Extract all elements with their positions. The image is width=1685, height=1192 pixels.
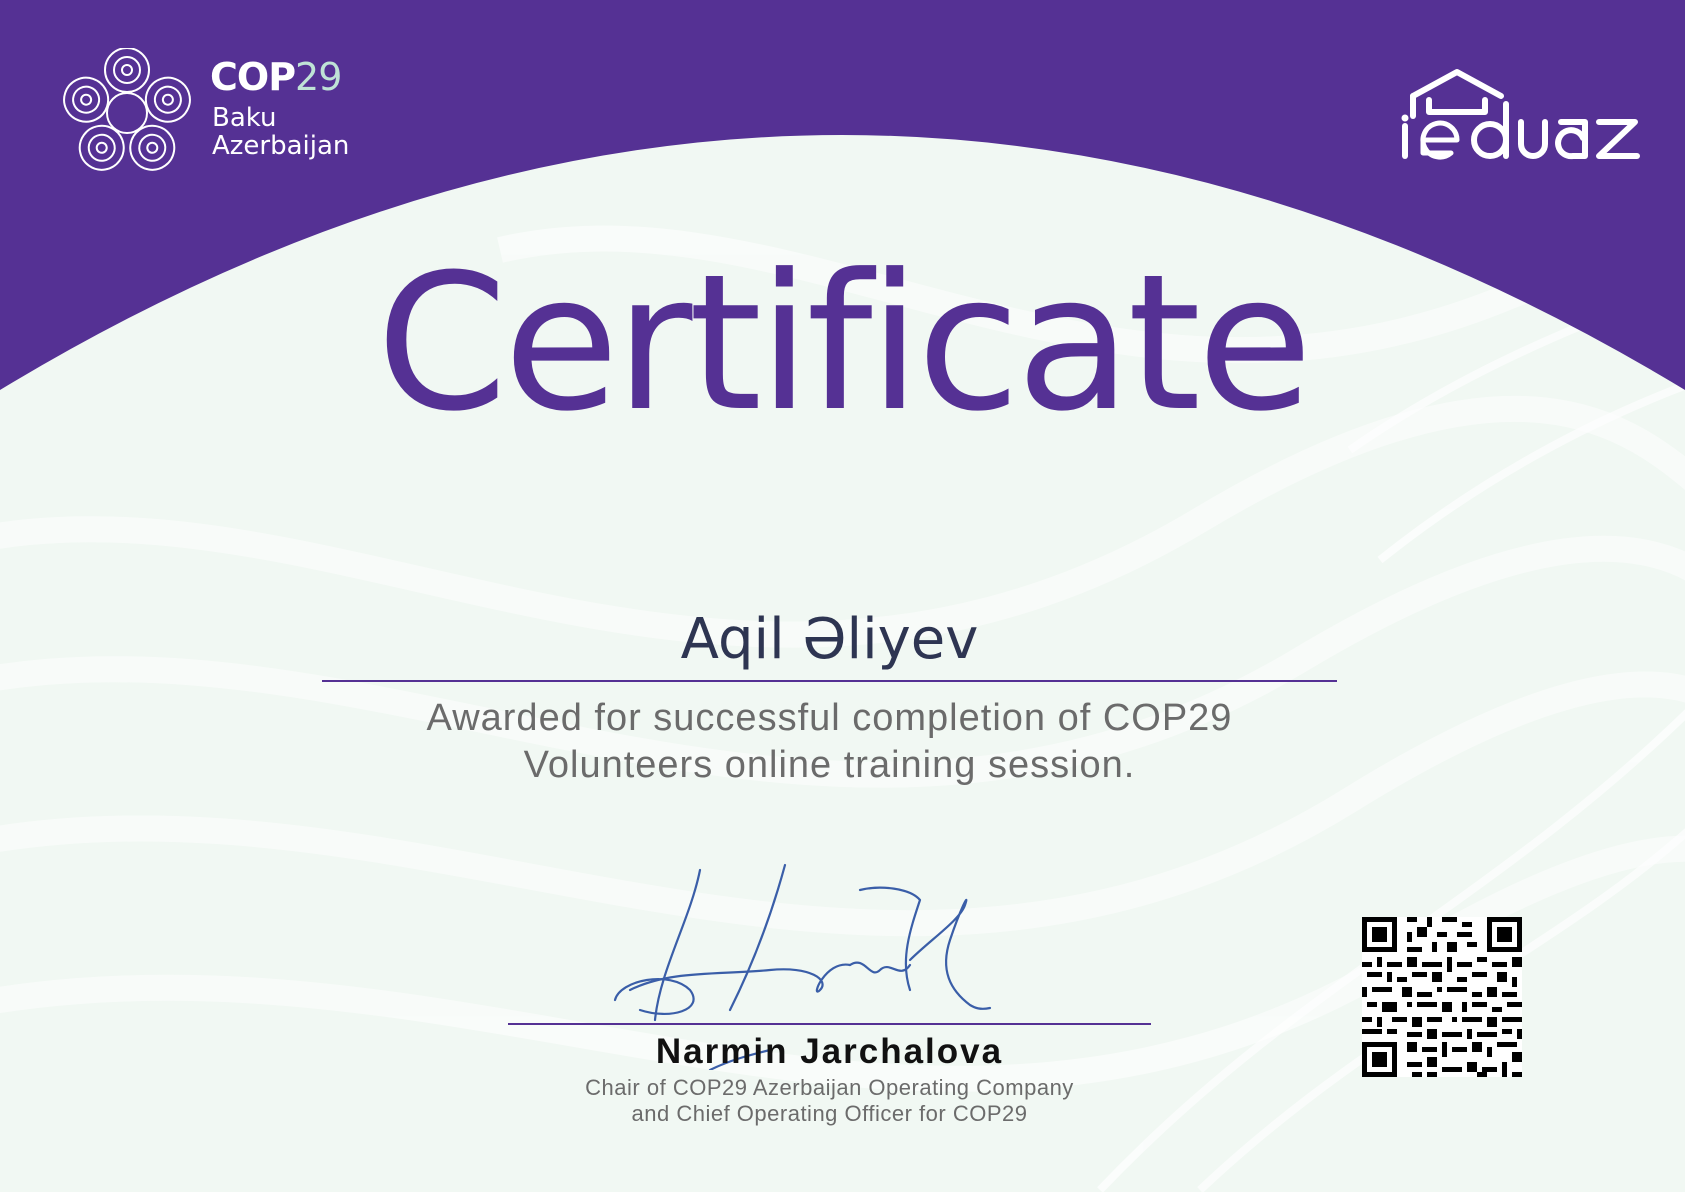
recipient-underline (322, 680, 1337, 682)
cop29-wordmark: COP29 (210, 55, 342, 99)
cop29-flower-icon (62, 48, 192, 178)
award-description-line2: Volunteers online training session. (523, 744, 1136, 786)
eduaz-logo (1395, 60, 1645, 170)
signature-line (508, 1023, 1151, 1025)
signatory-role (508, 1075, 1151, 1127)
recipient-name: Aqil Əliyev (680, 607, 979, 672)
award-description-line1: Awarded for successful completion of COP29 (426, 697, 1233, 739)
signatory-role-line2: and Chief Operating Officer for COP29 (631, 1101, 1028, 1126)
graduation-cap-icon (1413, 72, 1501, 96)
certificate-title: Certificate (376, 234, 1309, 453)
cop29-logo (62, 48, 382, 173)
cop29-city-line1: Baku (212, 103, 277, 133)
signatory-role-line1: Chair of COP29 Azerbaijan Operating Company (585, 1075, 1074, 1100)
qr-code-icon (1362, 917, 1522, 1077)
award-description (322, 695, 1337, 789)
signatory-name: Narmin Jarchalova (655, 1032, 1004, 1071)
cop29-city (212, 104, 349, 160)
cop29-city-line2: Azerbaijan (212, 131, 350, 161)
